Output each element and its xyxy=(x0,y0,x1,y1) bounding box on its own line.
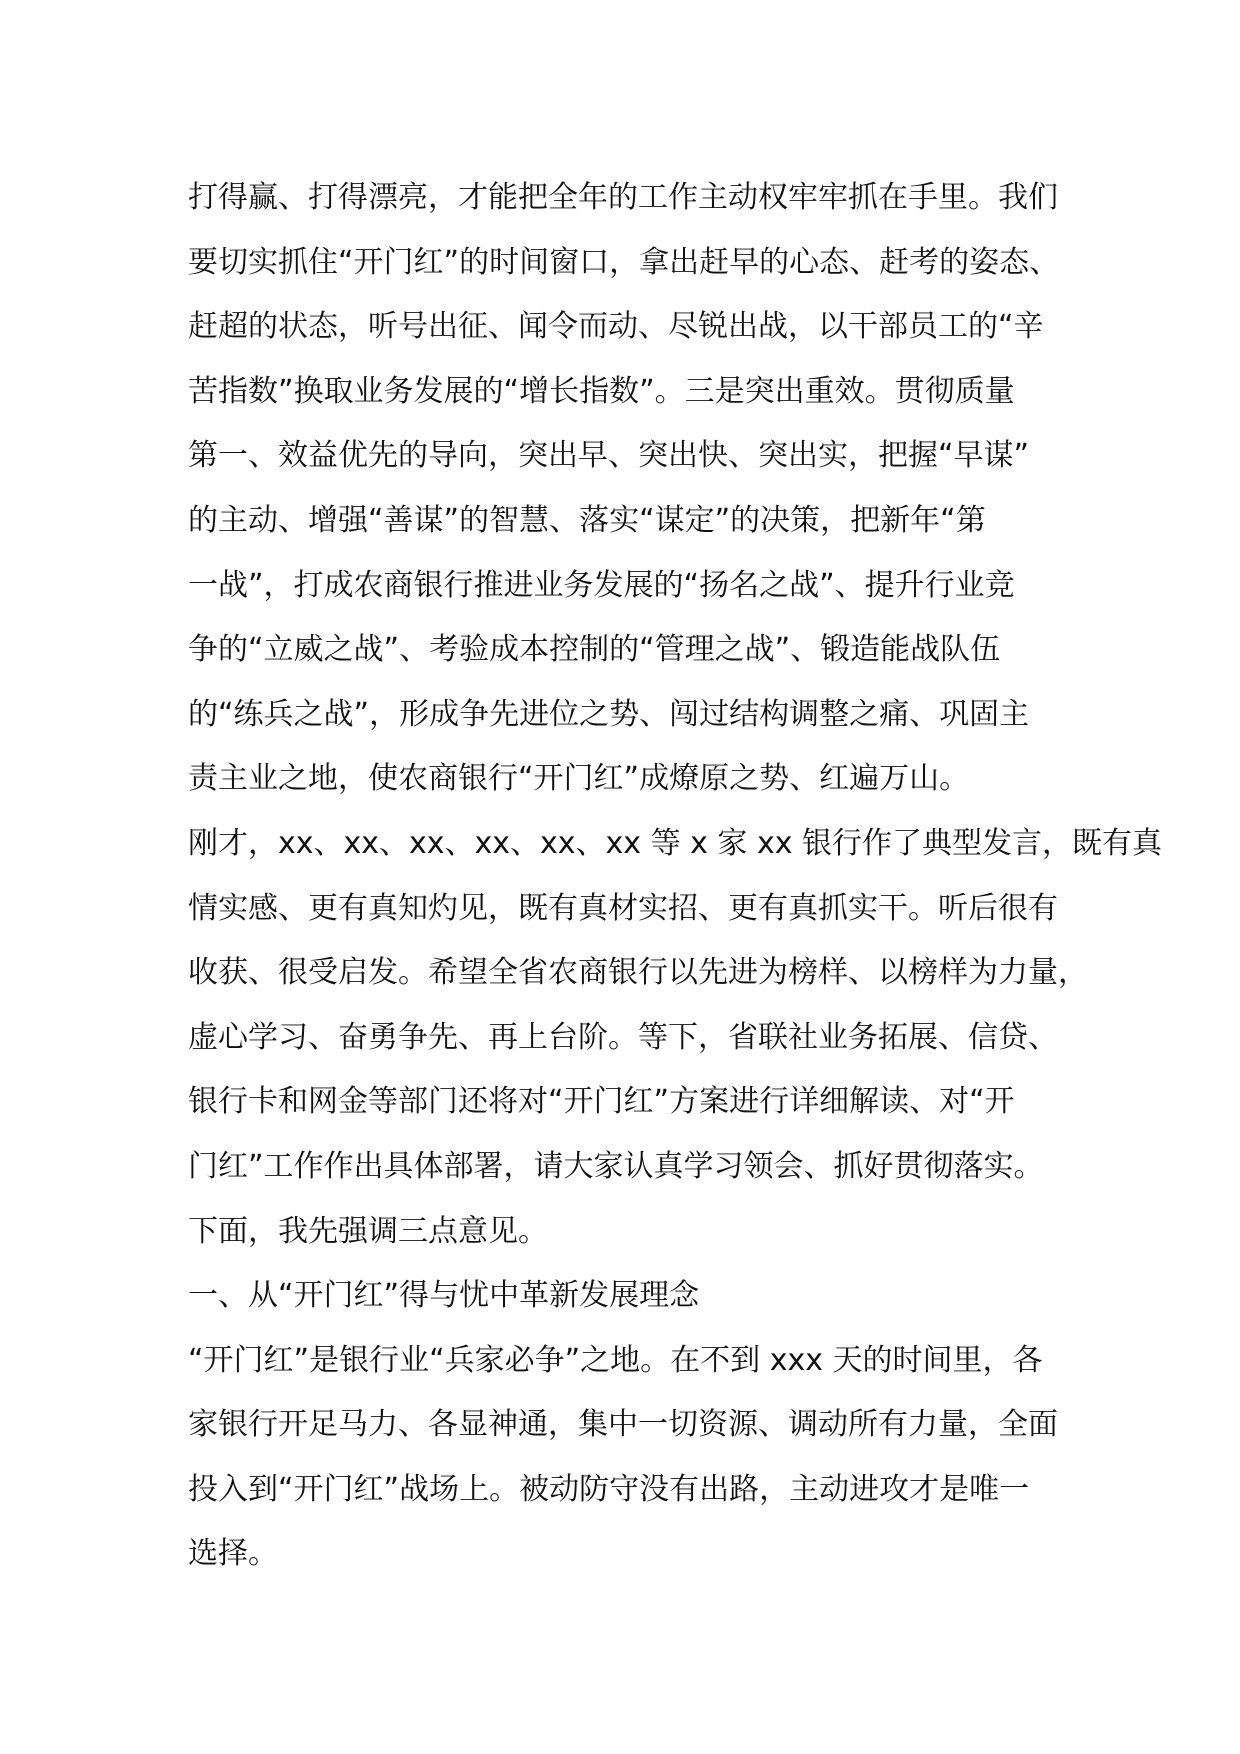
text-line: “开门红”是银行业“兵家必争”之地。在不到 xxx 天的时间里，各 xyxy=(188,1342,1043,1378)
text-line: 选择。 xyxy=(188,1536,278,1572)
text-line: 一战”，打成农商银行推进业务发展的“扬名之战”、提升行业竞 xyxy=(188,567,1015,603)
text-line: 的“练兵之战”，形成争先进位之势、闯过结构调整之痛、巩固主 xyxy=(188,696,1030,732)
text-line: 苦指数”换取业务发展的“增长指数”。三是突出重效。贯彻质量 xyxy=(188,373,1015,409)
section-heading: 一、从“开门红”得与忧中革新发展理念 xyxy=(188,1278,700,1314)
text-line: 投入到“开门红”战场上。被动防守没有出路，主动进攻才是唯一 xyxy=(188,1471,1030,1507)
text-line: 刚才，xx、xx、xx、xx、xx、xx 等 x 家 xx 银行作了典型发言，既有真 xyxy=(188,825,1162,861)
text-line: 的主动、增强“善谋”的智慧、落实“谋定”的决策，把新年“第 xyxy=(188,502,986,538)
text-line: 下面，我先强调三点意见。 xyxy=(188,1213,548,1249)
text-line: 赶超的状态，听号出征、闻令而动、尽锐出战，以干部员工的“辛 xyxy=(188,309,1044,345)
text-line: 收获、很受启发。希望全省农商银行以先进为榜样、以榜样为力量， xyxy=(188,955,1088,991)
text-line: 责主业之地，使农商银行“开门红”成燎原之势、红遍万山。 xyxy=(188,761,970,797)
text-line: 家银行开足马力、各显神通，集中一切资源、调动所有力量，全面 xyxy=(188,1407,1058,1443)
document-body xyxy=(188,166,1162,1587)
text-line: 争的“立威之战”、考验成本控制的“管理之战”、锻造能战队伍 xyxy=(188,632,1001,668)
text-line: 门红”工作作出具体部署，请大家认真学习领会、抓好贯彻落实。 xyxy=(188,1148,1044,1184)
text-line: 打得赢、打得漂亮，才能把全年的工作主动权牢牢抓在手里。我们 xyxy=(188,180,1058,215)
text-line: 要切实抓住“开门红”的时间窗口，拿出赶早的心态、赶考的姿态、 xyxy=(188,244,1060,280)
text-line: 虚心学习、奋勇争先、再上台阶。等下，省联社业务拓展、信贷、 xyxy=(188,1019,1058,1055)
text-line: 银行卡和网金等部门还将对“开门红”方案进行详细解读、对“开 xyxy=(188,1084,1015,1120)
text-line: 情实感、更有真知灼见，既有真材实招、更有真抓实干。听后很有 xyxy=(188,890,1058,926)
text-line: 第一、效益优先的导向，突出早、突出快、突出实，把握“早谋” xyxy=(188,438,1030,474)
